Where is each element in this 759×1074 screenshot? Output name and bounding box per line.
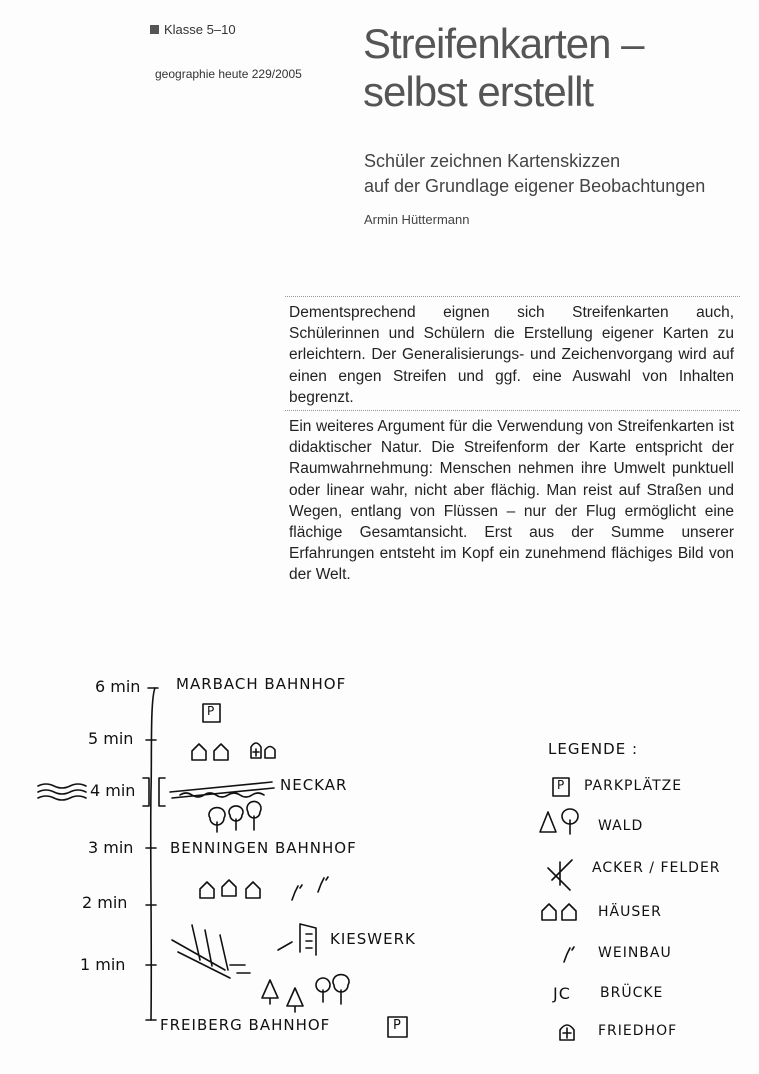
- author-name: Armin Hüttermann: [364, 212, 470, 227]
- legend-cemetery-icon: [560, 1025, 574, 1040]
- bracket-right: [159, 778, 165, 806]
- title-line-2: selbst erstellt: [363, 68, 594, 115]
- forest-icon: [209, 801, 261, 832]
- place-neckar: NECKAR: [280, 776, 348, 794]
- legend-item-forest: WALD: [598, 818, 644, 834]
- legend-parking-letter: P: [557, 778, 565, 792]
- legend-item-fields: ACKER / FELDER: [592, 860, 721, 876]
- subtitle-line-2: auf der Grundlage eigener Beobachtungen: [364, 176, 706, 196]
- legend-item-bridge: BRÜCKE: [600, 985, 664, 1001]
- place-freiberg: FREIBERG BAHNHOF: [160, 1016, 331, 1034]
- paragraph-2: Ein weiteres Argument für die Verwendung von Streifenkarten ist didaktischer Natur. Die Streifenform der Karte entspricht der Raumwahrnehmung: Menschen nehmen ihre Umwelt punktuell oder linear wahr, nicht aber flächig. Man reist auf Straßen und Wegen, entlang von Flüssen – nur der Flug ermöglicht eine flächige Gesamtansicht. Erst aus der Summe unserer Erfahrungen entsteht im Kopf ein zunehmend flächiges Bild von der Welt.: [289, 418, 734, 584]
- parking-letter-freiberg: P: [393, 1018, 401, 1033]
- fields-icon: [172, 925, 250, 978]
- legend-item-vineyard: WEINBAU: [598, 945, 672, 961]
- legend-vineyard-icon: [564, 947, 574, 962]
- houses-icon: [192, 744, 228, 760]
- journal-reference: geographie heute 229/2005: [155, 67, 302, 81]
- legend-forest-icon: [540, 809, 578, 834]
- bracket-left: [143, 778, 149, 806]
- time-label-1: 1 min: [80, 955, 126, 974]
- title-line-1: Streifenkarten –: [363, 20, 644, 67]
- paragraph-1: Dementsprechend eignen sich Streifenkarten auch, Schülerinnen und Schülern die Erstellung eigener Karten zu erleichtern. Der Generalisierungs- und Zeichenvorgang wird auf einen engen Streifen und ggf. eine Auswahl von Inhalten begrenzt.: [289, 304, 734, 406]
- neckar-bridge-lines: [170, 782, 274, 798]
- legend-item-houses: HÄUSER: [598, 904, 662, 920]
- gravel-works-icon: [278, 924, 316, 955]
- time-label-3: 3 min: [88, 838, 134, 857]
- subtitle-line-1: Schüler zeichnen Kartenskizzen: [364, 151, 621, 171]
- time-label-5: 5 min: [88, 729, 134, 748]
- vineyard-icon: [292, 877, 328, 900]
- legend-item-parking: PARKPLÄTZE: [584, 778, 683, 794]
- parking-letter-marbach: P: [207, 704, 215, 718]
- time-axis-line: [151, 688, 155, 1020]
- time-label-2: 2 min: [82, 893, 128, 912]
- place-kieswerk: KIESWERK: [330, 930, 416, 948]
- legend-houses-icon: [542, 904, 576, 920]
- houses-icon: [200, 880, 260, 898]
- place-benningen: BENNINGEN BAHNHOF: [170, 839, 357, 857]
- legend-title: LEGENDE :: [548, 740, 639, 758]
- forest-icon: [262, 975, 349, 1012]
- legend-item-cemetery: FRIEDHOF: [598, 1023, 678, 1039]
- class-level-text: Klasse 5–10: [164, 22, 236, 37]
- legend-fields-icon: [548, 860, 572, 890]
- legend-bridge-symbol: JC: [553, 984, 571, 1003]
- place-marbach: MARBACH BAHNHOF: [176, 675, 347, 693]
- cemetery-icon: [251, 743, 275, 758]
- time-label-6: 6 min: [95, 677, 141, 696]
- time-label-4: 4 min: [90, 781, 136, 800]
- river-waves-icon: [38, 784, 86, 800]
